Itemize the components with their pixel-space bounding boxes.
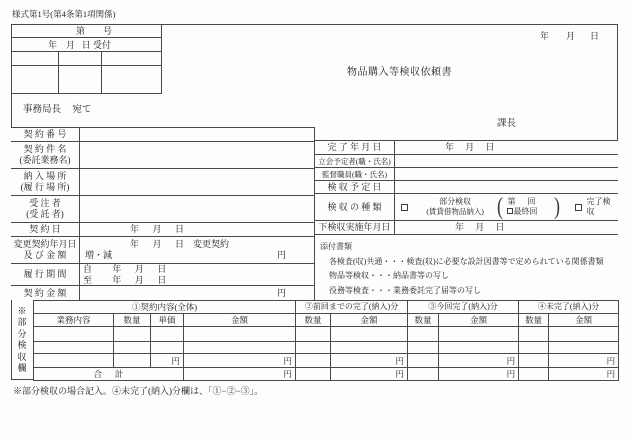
input-cell: [439, 327, 519, 342]
yen-label: 円: [439, 354, 519, 368]
completion-date-input-cell: 年 月 日: [445, 142, 495, 152]
input-cell: [519, 354, 549, 368]
input-cell: [549, 342, 619, 354]
yen-label: 円: [276, 250, 286, 260]
row-label: 変更契約年月日: [13, 239, 77, 249]
receipt-stamp-box: [11, 24, 162, 94]
attachment-item: 役務等検査・・・業務委託完了届等の写し: [329, 285, 481, 295]
column-header-amount: 金額: [439, 314, 519, 327]
group-header-uncompleted: ④未完了(納入)分: [519, 301, 619, 314]
input-cell: [296, 327, 331, 342]
approver-label: 課長: [497, 119, 517, 129]
total-row: [34, 368, 619, 381]
contract-date-input-cell: 年 月 日: [130, 224, 185, 234]
form-code-label: 様式第1号(第4条第1項関係): [12, 9, 116, 19]
inspection-type-options: [395, 194, 618, 220]
row-label: 検 収 の 種 類: [315, 194, 395, 220]
issue-year-label: 年: [540, 31, 550, 41]
input-cell: [34, 327, 114, 342]
total-label: 合 計: [34, 368, 184, 381]
column-header-amount: 金額: [331, 314, 408, 327]
issue-day-label: 日: [590, 31, 600, 41]
receipt-grid-row: [12, 66, 161, 93]
receipt-number-row: 第 号: [12, 25, 161, 38]
input-cell: [549, 327, 619, 342]
row-delivery-place: [11, 169, 314, 196]
side-label-partial-inspection: ※部分検収欄: [17, 305, 27, 373]
period-to-line: 至 年 月 日: [83, 274, 167, 285]
attachments-section: [315, 235, 618, 301]
contract-amount-input-cell: [80, 286, 314, 301]
yen-label: 円: [184, 354, 296, 368]
round-count-block: 第 回 最終回: [507, 197, 538, 216]
row-label: 下検収実施年月日: [315, 221, 395, 234]
issue-month-label: 月: [566, 31, 576, 41]
row-contract-date: [11, 223, 314, 237]
column-header-quantity: 数量: [408, 314, 439, 327]
footnote: ※部分検収の場合記入。④未完了(納入)分欄は、「①−②−③」。: [13, 386, 264, 396]
input-cell: [408, 327, 439, 342]
column-header-quantity: 数量: [519, 314, 549, 327]
yen-label: 円: [184, 368, 296, 381]
column-header-row: [34, 314, 619, 327]
row-label: 完 了 年 月 日: [315, 141, 395, 154]
input-cell: [151, 342, 184, 354]
yen-label: 円: [549, 368, 619, 381]
row-label: 契 約 金 額: [11, 286, 80, 301]
row-label: 検 収 予 定 日: [315, 181, 395, 193]
input-cell: [296, 342, 331, 354]
supervisor-input-cell: [395, 168, 618, 180]
yen-label: 円: [331, 354, 408, 368]
input-cell: [34, 354, 114, 368]
row-contract-amount: [11, 286, 314, 301]
data-row-yen: [34, 354, 619, 368]
contractor-input-cell: [80, 196, 314, 222]
input-cell: [331, 327, 408, 342]
row-performance-period: [11, 264, 314, 286]
input-cell: [519, 342, 549, 354]
input-cell: [184, 342, 296, 354]
receipt-date-row: 年 月 日 受付: [12, 38, 161, 52]
row-pre-inspection-date: [315, 221, 618, 235]
yen-label: 円: [151, 354, 184, 368]
row-contract-name: [11, 142, 314, 169]
column-header-unit-price: 単価: [151, 314, 184, 327]
checkbox-partial-inspection-icon[interactable]: [401, 204, 408, 211]
row-witness: [315, 155, 618, 168]
input-cell: [408, 368, 439, 381]
row-inspection-due-date: [315, 181, 618, 194]
input-cell: [296, 354, 331, 368]
complete-inspection-option: 完了検収: [586, 197, 611, 216]
column-header-quantity: 数量: [114, 314, 151, 327]
change-date-line: 年 月 日 変更契約: [130, 239, 230, 249]
bracket-close: ): [553, 194, 560, 220]
group-header-contract-total: ①契約内容(全体): [34, 301, 296, 314]
partial-inspection-option: 部分検収 (賃貸借物品納入): [426, 197, 484, 216]
row-label: 契 約 日: [11, 223, 80, 236]
row-contract-change: [11, 237, 314, 264]
yen-label: 円: [331, 368, 408, 381]
contract-number-input-cell: [80, 128, 314, 141]
input-cell: [331, 342, 408, 354]
receipt-grid-row: [12, 52, 161, 66]
row-label: 契 約 番 号: [11, 128, 80, 141]
input-cell: [114, 354, 151, 368]
row-label: 納 入 場 所: [23, 171, 67, 181]
input-cell: [151, 327, 184, 342]
yen-label: 円: [276, 288, 286, 298]
row-inspection-type: [315, 194, 618, 221]
addressee-suffix-label: 宛て: [72, 105, 92, 115]
form-title: 物品購入等検収依頼書: [347, 67, 452, 78]
period-from-line: 自 年 月 日: [83, 263, 167, 274]
contract-name-input-cell: [80, 142, 314, 168]
row-contract-number: [11, 128, 314, 142]
column-header-amount: 金額: [184, 314, 296, 327]
input-cell: [408, 342, 439, 354]
row-label: 契 約 件 名: [23, 144, 67, 154]
attachments-title: 添付書類: [320, 242, 352, 251]
row-sublabel: (受 託 者): [26, 209, 64, 219]
attachment-item: 各検査(収)共通・・・検査(収)に必要な設計図書等で定められている関係書類: [329, 256, 604, 266]
column-header-amount: 金額: [549, 314, 619, 327]
partial-inspection-breakdown-table: [33, 300, 619, 381]
data-row: [34, 342, 619, 354]
group-header-previous-completed: ②前回までの完了(納入)分: [296, 301, 408, 314]
row-label: 立会予定者(職・氏名): [315, 155, 395, 167]
row-attachments: [315, 235, 618, 301]
increase-decrease-label: 増・減: [85, 250, 113, 260]
group-header-row: [34, 301, 619, 314]
input-cell: [439, 342, 519, 354]
bracket-open: (: [497, 194, 504, 220]
attachment-item: 物品等検収・・・納品書等の写し: [329, 271, 449, 280]
row-contractor: [11, 196, 314, 223]
input-cell: [34, 342, 114, 354]
group-header-current-completed: ③今回完了(納入)分: [408, 301, 519, 314]
input-cell: [114, 327, 151, 342]
change-amount-line: [80, 250, 314, 261]
row-supervisor: [315, 168, 618, 181]
addressee-line: [23, 101, 91, 115]
inspection-due-input-cell: [395, 181, 618, 193]
column-header-quantity: 数量: [296, 314, 331, 327]
row-completion-date: [315, 141, 618, 155]
input-cell: [184, 327, 296, 342]
addressee-label: 事務局長: [23, 105, 62, 115]
checkbox-complete-inspection-icon[interactable]: [575, 204, 582, 211]
input-cell: [114, 342, 151, 354]
yen-label: 円: [549, 354, 619, 368]
contract-change-input-cell: [80, 237, 314, 263]
column-header-work-description: 業務内容: [34, 314, 114, 327]
row-label: 及 び 金 額: [23, 250, 67, 260]
inspection-info-table: [315, 140, 618, 300]
input-cell: [519, 327, 549, 342]
input-cell: [296, 368, 331, 381]
row-sublabel: (委託業務名): [19, 155, 71, 165]
row-label: 受 注 者: [29, 198, 61, 208]
contract-info-table: [11, 127, 315, 300]
delivery-place-input-cell: [80, 169, 314, 195]
data-row: [34, 327, 619, 342]
witness-input-cell: [395, 155, 618, 167]
row-sublabel: (履 行 場 所): [20, 182, 70, 192]
performance-period-input-cell: [80, 264, 314, 285]
input-cell: [519, 368, 549, 381]
row-label: 監督職員(職・氏名): [315, 168, 395, 180]
row-label: 履 行 期 間: [11, 264, 80, 285]
yen-label: 円: [439, 368, 519, 381]
input-cell: [408, 354, 439, 368]
pre-inspection-date-input-cell: 年 月 日: [455, 222, 505, 232]
